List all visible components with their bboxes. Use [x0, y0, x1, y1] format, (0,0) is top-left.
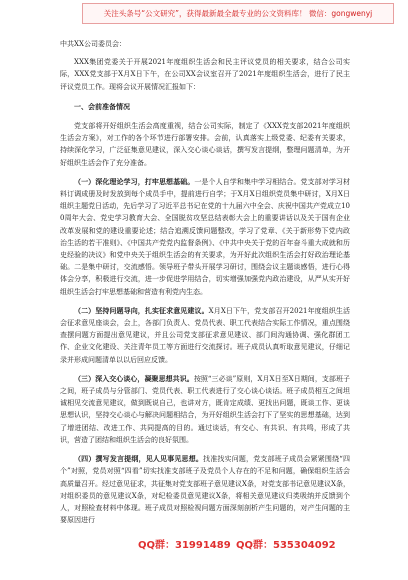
subsection-paragraph	[60, 305, 350, 366]
subsection-heading: （二）坚持问题导向，扎实征求意见建议。	[74, 305, 209, 315]
section-heading: 一、会前准备情况	[74, 101, 130, 111]
subsection-heading: （三）深入交心谈心，凝聚思想共识。	[74, 373, 194, 383]
subsection-text: X月X日下午，党支部召开2021年度组织生活会征求意见座谈会，会上，各部门负责人、党员代表、职工代表结合实际工作情况，重点围绕查摆问题方面提出意见建议，并且公司党支部征求意见建议、部门间沟通协调、强化群团工作、企业文化建设、关注青年员工等方面进行交流探讨。班子成员认真听取意见建议，仔细记录并形成问题清单以以后回应反馈。	[60, 306, 351, 364]
promo-banner: 关注头条号“公文研究”，获得最新最全最专业的公文资料库！ 微信：gongwenyj	[82, 3, 394, 24]
document-body	[60, 38, 350, 526]
qq-group-1: QQ群：31991489	[138, 540, 231, 551]
section-paragraph: 党支部将开好组织生活会高度重视，结合公司实际，制定了《XXX党支部2021年度组织生活会方案》，对工作的各个环节进行部署安排。会前，认真落实上级党委、纪委有关要求，持续深化学习，广泛征集意见建议，深入交心谈心谈话，撰写发言提纲，整理问题清单，为开好组织生活会作了充分准备。	[60, 122, 350, 167]
intro-paragraph: XXX集团党委关于开展2021年度组织生活会和民主评议党员的相关要求，结合公司实际，XXX党支部于X月X日下午，在公司XX会议室召开了2021年度组织生活会，进行了民主评议党员工作。现将会议开展情况汇报如下：	[60, 58, 350, 91]
subsection-paragraph	[60, 176, 350, 298]
contact-footer	[0, 536, 408, 550]
subsection-paragraph	[60, 453, 350, 526]
subsection-text: 一是个人自学和集中学习相结合。党支部对学习材料订调成册及时发放到每个成员手中，提前进行自学；于X月X日组织党员集中研讨，X月X日组织主题党日活动，先后学习了习近平总书记在党的十九届六中全会、庆祝中国共产党成立100周年大会、党史学习教育大会、全国脱贫攻坚总结表彰大会上的重要讲话以及关于国有企业改革发展和党的建设重要论述；结合追溯反馈问题整改，学习了党章、《关于新形势下党内政治生活的若干准则》、《中国共产党党内监督条例》、《中共中央关于党的百年奋斗重大成就和历史经验的决议》和党中央关于组织生活会的有关要求，为开好此次组织生活会打好政治理论基础。二是集中研讨，交流感悟。领导班子带头开展学习研讨，围绕会议主题谈感悟，进行心得体会分享，积极进行交流，进一步促进学用结合，切实增强加强党内政治建设，从严从实开好组织生活会打牢思想基础和营造有利党内生态。	[60, 177, 351, 296]
subsection-text: 找准找实问题，党支部班子成员会紧紧围绕“四个”对照，党员对照“四看”切实找准支部班子及党员个人存在的不足和问题，确保组织生活会高质量召开。经过意见征求，共征集对党支部班子意见建议X条，对党支部书记意见建议X条，对组织委员的意见建议X条，对纪检委员意见建议X条，将相关意见建议归类吸纳并反馈到个人，对照检查材料中体现。班子成员对照检视问题方面深刻剖析产生问题的，对产生问题的主要原因进行	[60, 455, 351, 525]
recipient-line: 中共XX公司委员会：	[60, 40, 126, 48]
subsection-heading: （一）深化理论学习，打牢思想基础。	[74, 176, 195, 186]
subsection-paragraph	[60, 373, 350, 446]
subsection-text: 按照“三必谈”原则，X月X日至X日期间，支部班子之间，班子成员与分管部门、党员代表、职工代表进行了交心谈心谈话。班子成员相互之间坦诚相见交流意见建议，做到既说自己，也讲对方，既肯定成绩、更找出问题，既谈工作、更谈思想认识，坚持交心谈心与解决问题相结合，为开好组织生活会打下了坚实的思想基础，达到了增进团结、改进工作、共同提高的目的。通过谈话，有交心、有共识、有共鸣，形成了共识，营造了团结和组织生活会的良好氛围。	[60, 374, 351, 444]
qq-group-2: QQ群：535304092	[236, 540, 336, 551]
subsection-heading: （四）撰写发言提纲，见人见事见思想。	[74, 454, 204, 464]
